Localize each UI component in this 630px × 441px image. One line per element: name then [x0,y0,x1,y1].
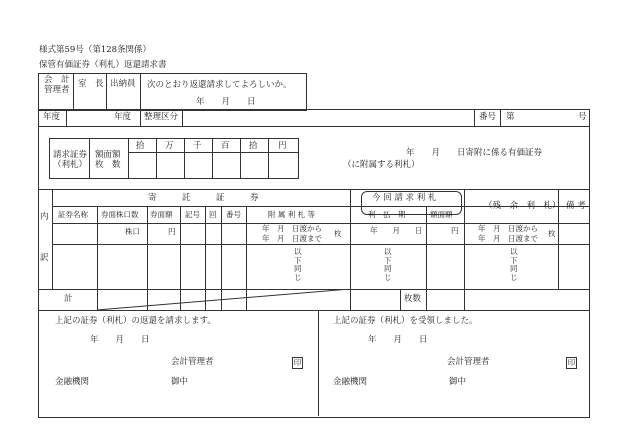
unit-ten-thousand: 万 [165,141,174,151]
right-officer-label: 会計管理者 [447,357,490,367]
current-interest-header: 今 回 請 求 利 札 [372,193,437,203]
document-title: 保管有価証券（利札）返還請求書 [39,60,167,70]
unit-yen: 円 [278,141,287,151]
left-seal-mark: 印 [293,358,302,367]
right-receipt-statement: 上記の証券（利札）を受領しました。 [333,316,478,326]
category-label: 整理区分 [144,112,179,122]
claim-count-label: 額面額 枚 数 [95,150,121,171]
col-interest-face-value: 額面額 [430,210,453,219]
row1-yen-unit: 円 [168,227,176,236]
col-payment-period: 利 払 期 [368,210,406,219]
row1-remaining-to: 年 月 日渡まで [478,234,538,243]
office-chief-label: 室 長 [78,79,104,89]
claim-description-line1: 年 月 日寄附に係る有価証券 [406,148,543,158]
unit-thousand: 千 [193,141,202,151]
left-bank-label: 金融機関 [55,377,90,387]
unit-ten: 拾 [249,141,258,151]
fiscal-year-suffix: 年度 [114,112,132,122]
remaining-interest-header: （残 余 利 札） [484,201,561,211]
col-share-count: 券面株口数 [101,210,139,219]
right-bank-addressee: 御中 [449,377,467,387]
left-officer-label: 会計管理者 [171,357,214,367]
row1-remaining-count: 枚 [548,229,556,238]
right-bank-label: 金融機関 [333,377,368,387]
row1-pay-date: 年 月 日 [370,226,423,235]
form-number: 様式第59号（第128条関係） [39,45,152,55]
col-round: 回 [209,210,217,219]
row1-face-yen: 円 [451,226,459,235]
col-number: 番号 [226,210,241,219]
unit-hundred: 百 [221,141,230,151]
cashier-label: 出納員 [110,79,136,89]
total-row-diagonal [97,289,350,310]
approval-date: 年 月 日 [196,97,256,107]
number-label: 番号 [479,112,497,122]
row1-attach-to: 年 月 日渡まで [262,234,322,243]
same-below-remaining: 以 下 同 じ [510,247,518,282]
right-seal-mark: 印 [567,358,576,367]
col-attached-interest: 附 属 利 札 等 [268,210,316,219]
claim-description-line2: （に附属する利札） [343,160,420,170]
right-receipt-date: 年 月 日 [368,335,428,345]
total-label: 計 [64,294,73,304]
col-face-value: 券面額 [150,210,173,219]
number-prefix: 第 [506,112,515,122]
approval-question: 次のとおり返還請求してよろしいか。 [147,80,292,90]
number-suffix: 号 [578,112,587,122]
remarks-header: 備 考 [566,201,586,211]
detail-side-label-bottom: 訳 [40,253,49,263]
unit-ten-thousand-tens: 拾 [136,141,145,151]
deposit-securities-header: 寄 託 証 券 [148,193,259,203]
row1-attach-count: 枚 [334,229,342,238]
row1-remaining-from: 年 月 日渡から [478,224,538,233]
row1-attach-from: 年 月 日渡から [262,224,322,233]
accounting-officer-label: 会 計 管理者 [44,75,70,96]
claim-securities-label: 請求証券 （利札） [53,150,88,171]
detail-side-label-top: 内 [40,212,49,222]
fiscal-year-label: 年度 [43,112,61,122]
left-request-date: 年 月 日 [90,335,150,345]
left-request-statement: 上記の証券（利札）の返還を請求します。 [55,316,216,326]
col-security-name: 証券名称 [58,210,88,219]
row1-share-unit: 株口 [125,227,140,236]
same-below-interest: 以 下 同 じ [384,247,392,282]
left-bank-addressee: 御中 [171,377,189,387]
total-count-label: 枚数 [404,294,422,304]
col-symbol: 記号 [185,210,200,219]
same-below-attached: 以 下 同 じ [294,247,302,282]
